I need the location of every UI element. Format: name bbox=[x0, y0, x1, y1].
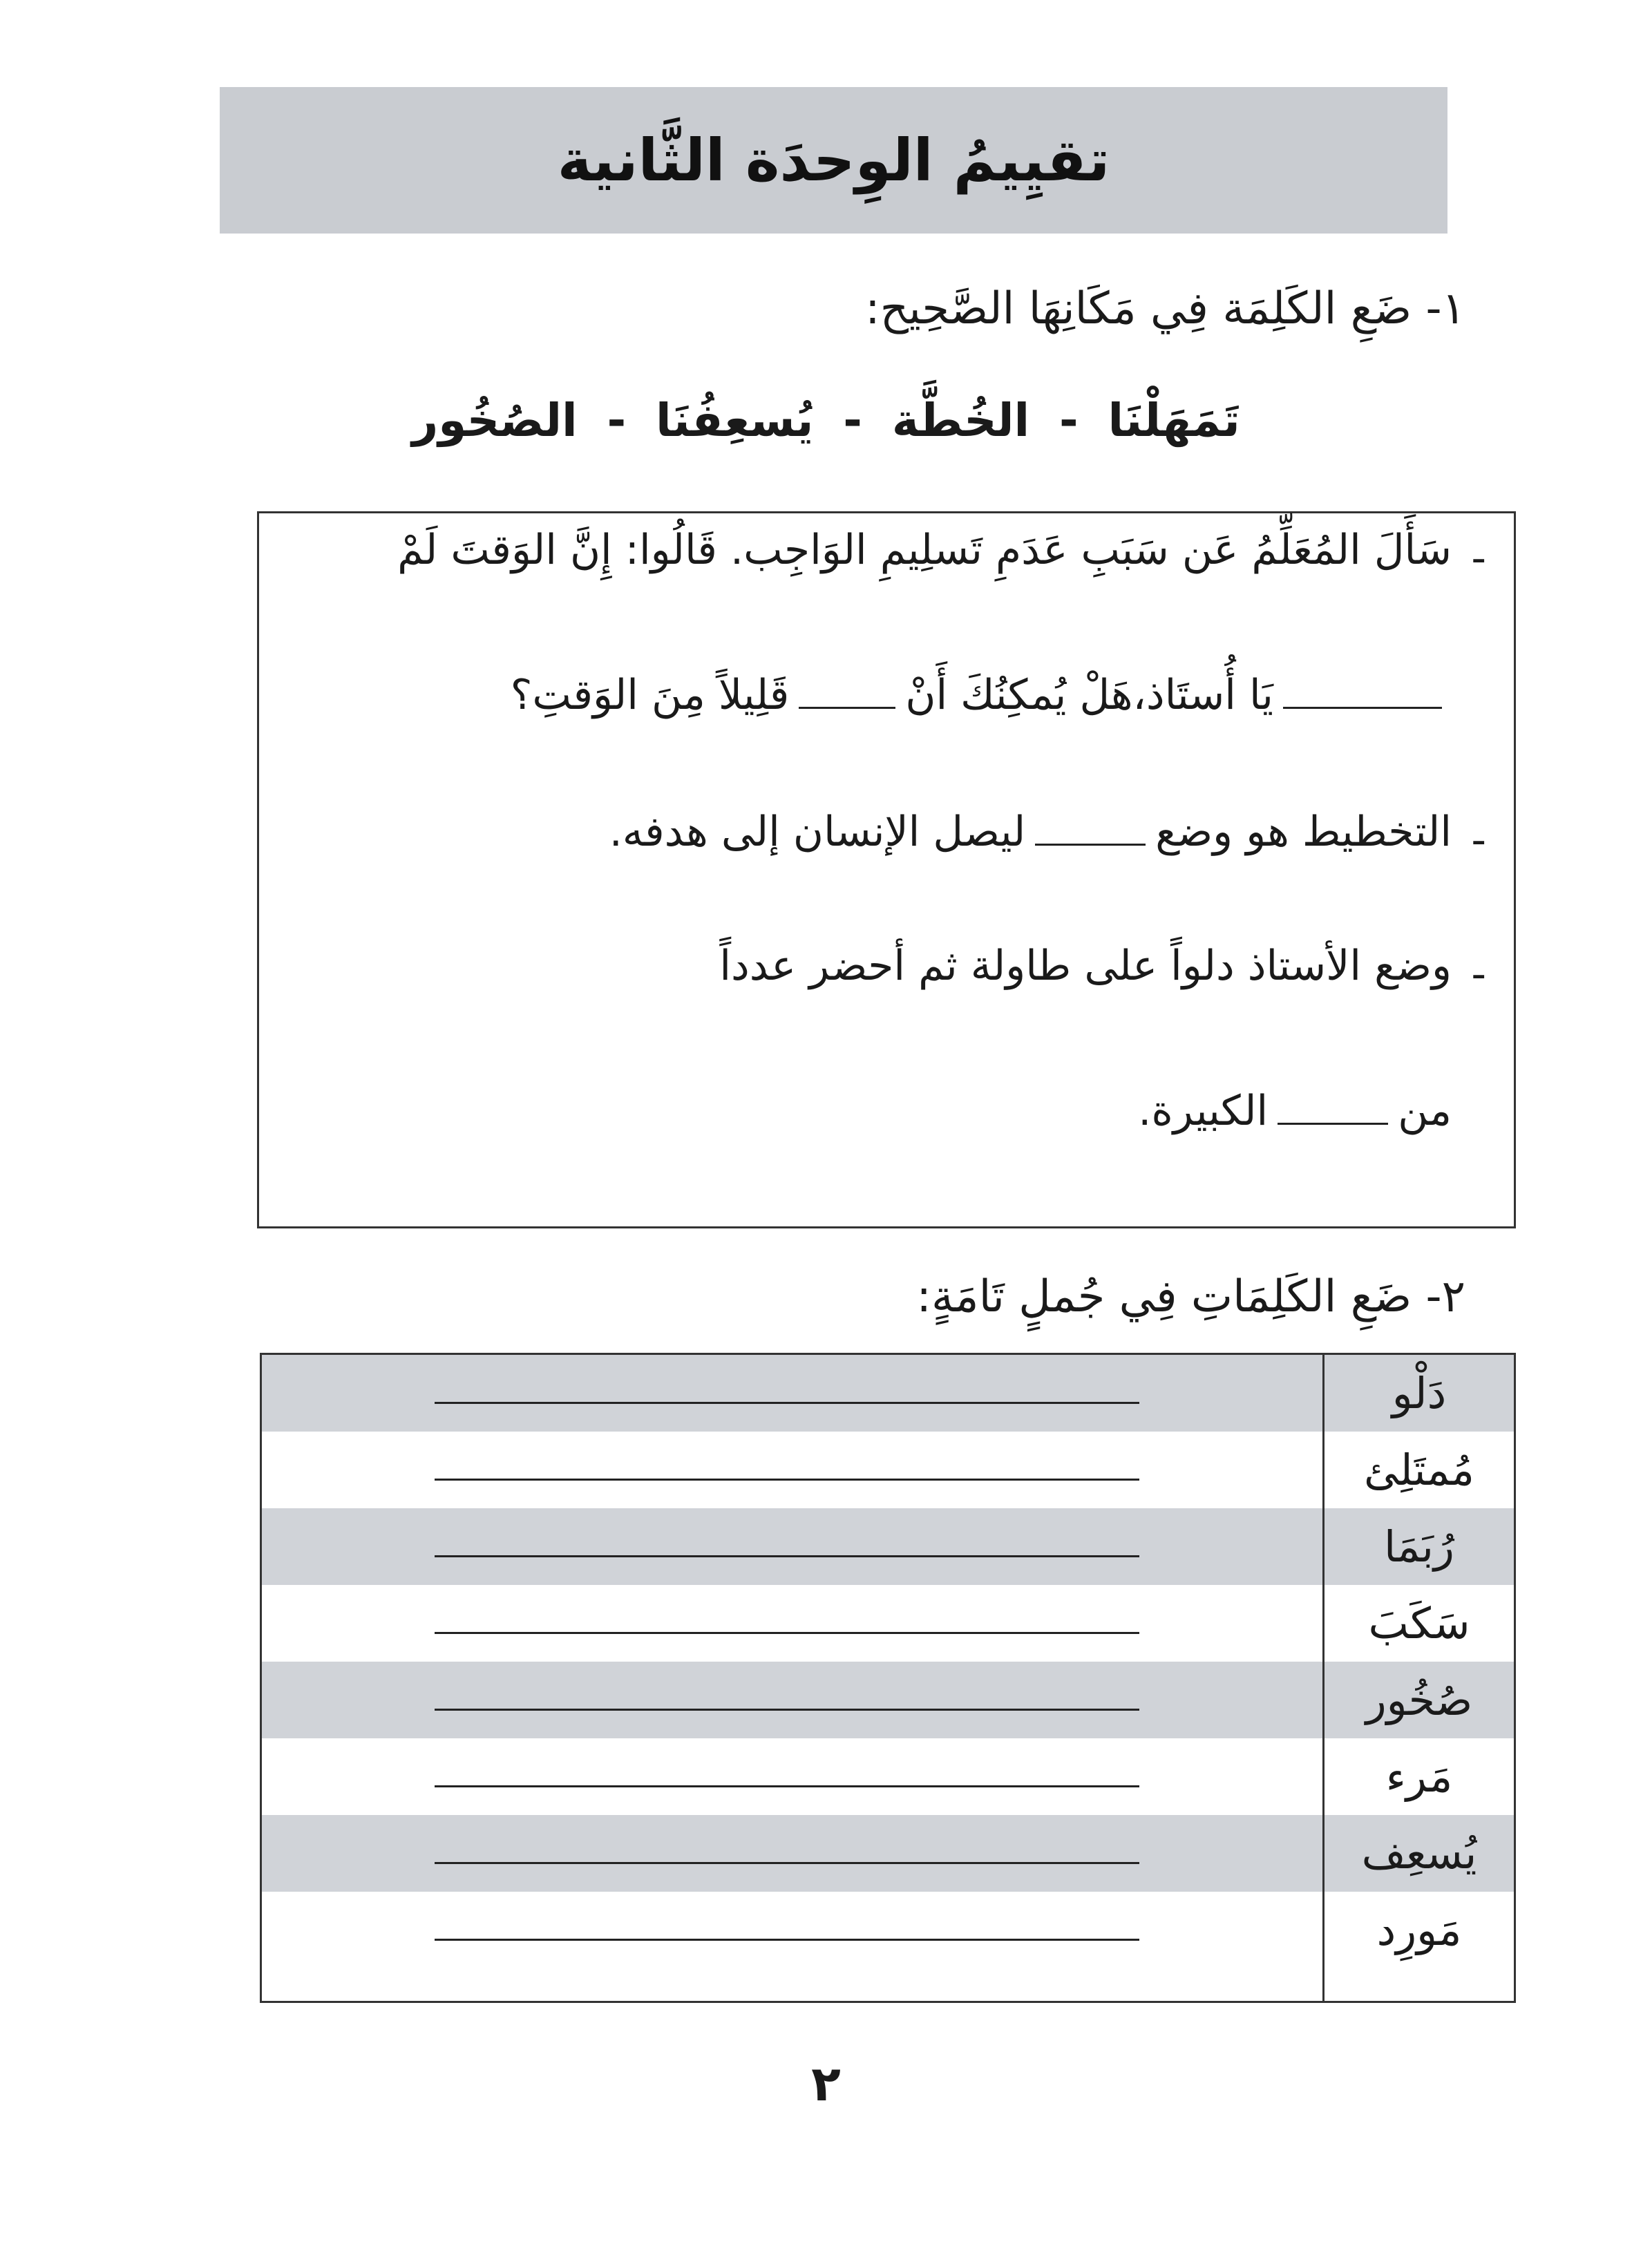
answer-line[interactable] bbox=[435, 1862, 1139, 1864]
answer-line[interactable] bbox=[435, 1709, 1139, 1711]
page-number: ٢ bbox=[811, 2055, 841, 2112]
table-row bbox=[262, 1355, 1514, 1432]
answer-line[interactable] bbox=[435, 1939, 1139, 1941]
bullet-dash: - bbox=[1471, 534, 1486, 582]
table-row bbox=[262, 1508, 1514, 1585]
word-bank-separator: - bbox=[843, 394, 862, 447]
table-row bbox=[262, 1815, 1514, 1892]
bullet-dash: - bbox=[1471, 816, 1486, 864]
table-row bbox=[262, 1738, 1514, 1815]
table-row bbox=[262, 1892, 1514, 1968]
word-bank-item: يُسعِفُنَا bbox=[656, 394, 814, 447]
sentence-line-2-b: قَلِيلاً مِنَ الوَقتِ؟ bbox=[510, 671, 790, 719]
blank-1[interactable] bbox=[1283, 700, 1442, 709]
column-divider bbox=[1322, 1355, 1325, 2001]
vocab-word: يُسعِف bbox=[1361, 1828, 1477, 1879]
fill-in-box bbox=[257, 511, 1516, 1228]
answer-line[interactable] bbox=[435, 1479, 1139, 1481]
words-table bbox=[260, 1353, 1516, 2003]
vocab-word: صُخُور bbox=[1365, 1675, 1473, 1725]
vocab-word: مَورِد bbox=[1376, 1905, 1462, 1955]
answer-line[interactable] bbox=[435, 1785, 1139, 1787]
vocab-word: مُمتَلِئ bbox=[1364, 1445, 1474, 1495]
question-2-heading: ٢- ضَعِ الكَلِمَاتِ فِي جُملٍ تَامَةٍ: bbox=[916, 1271, 1465, 1322]
sentence-line-4: وضع الأستاذ دلواً على طاولة ثم أحضر عدداً bbox=[719, 942, 1452, 990]
vocab-word: سَكَبَ bbox=[1368, 1598, 1470, 1649]
answer-line[interactable] bbox=[435, 1555, 1139, 1557]
table-row bbox=[262, 1662, 1514, 1738]
question-1-heading: ١- ضَعِ الكَلِمَة فِي مَكَانِهَا الصَّحِيح: bbox=[865, 283, 1465, 334]
word-bank-item: الخُطَّة bbox=[891, 394, 1030, 447]
page-title: تقيِيمُ الوِحدَة الثَّانية bbox=[557, 126, 1110, 194]
blank-4[interactable] bbox=[1278, 1116, 1388, 1125]
vocab-word: دَلْو bbox=[1392, 1368, 1447, 1418]
answer-line[interactable] bbox=[435, 1402, 1139, 1404]
word-bank-item: الصُخُور bbox=[412, 394, 578, 447]
sentence-line-2-a: يَا أُستَاذ،هَلْ يُمكِنُكَ أَنْ bbox=[905, 671, 1273, 719]
table-row bbox=[262, 1432, 1514, 1508]
word-bank-separator: - bbox=[1059, 394, 1079, 447]
word-bank-separator: - bbox=[607, 394, 627, 447]
blank-3[interactable] bbox=[1035, 837, 1146, 846]
sentence-line-2 bbox=[511, 671, 1452, 719]
sentence-line-1: سَأَلَ المُعَلِّمُ عَن سَبَبِ عَدَمِ تَسلِيمِ الوَاجِب. قَالُوا: إِنَّ الوَقتَ لَمْ bbox=[397, 526, 1452, 574]
sentence-line-3 bbox=[609, 808, 1452, 856]
word-bank-item: تَمَهَلْنَا bbox=[1108, 394, 1240, 447]
vocab-word: رُبَمَا bbox=[1384, 1521, 1454, 1572]
table-row bbox=[262, 1585, 1514, 1662]
title-banner bbox=[220, 87, 1447, 234]
word-bank bbox=[0, 394, 1652, 447]
sentence-line-3-a: التخطيط هو وضع bbox=[1155, 808, 1452, 856]
sentence-line-5 bbox=[1138, 1087, 1452, 1135]
sentence-line-5-a: من bbox=[1398, 1087, 1452, 1135]
bullet-dash: - bbox=[1471, 950, 1486, 998]
blank-2[interactable] bbox=[799, 700, 895, 709]
sentence-line-3-b: ليصل الإنسان إلى هدفه. bbox=[609, 808, 1026, 856]
sentence-line-5-b: الكبيرة. bbox=[1138, 1087, 1269, 1135]
vocab-word: مَرء bbox=[1385, 1751, 1453, 1802]
answer-line[interactable] bbox=[435, 1632, 1139, 1634]
